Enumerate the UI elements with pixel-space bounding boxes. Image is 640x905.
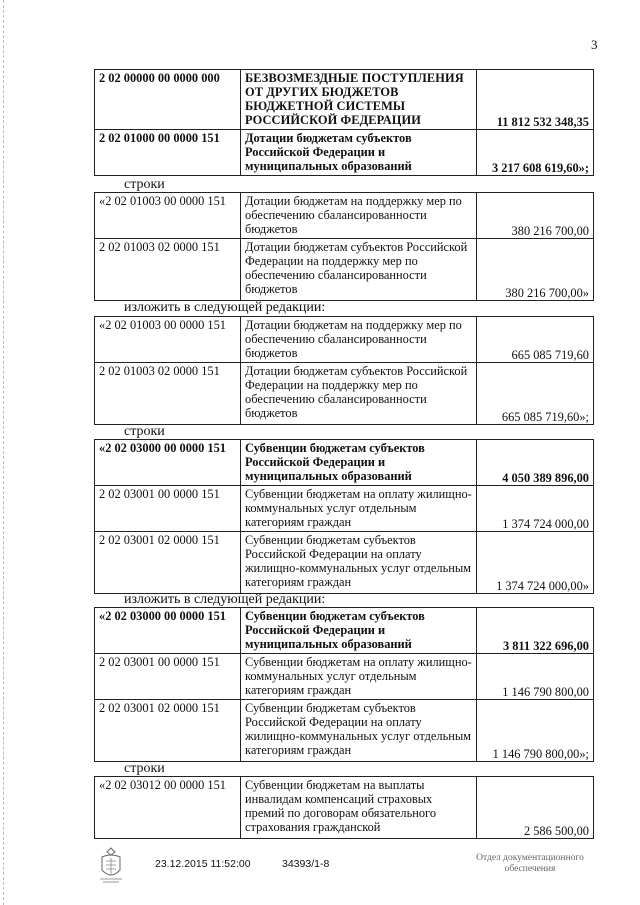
stamp-line: обеспечения [504,864,556,874]
table-row [95,486,594,532]
row-description: Субвенции бюджетам на оплату жилищно-коммунальных услуг отдельным категориям граждан [241,486,477,532]
table-subventions-old [94,439,594,594]
row-amount: 665 085 719,60 [477,317,594,363]
row-code: «2 02 01003 00 0000 151 [95,193,241,239]
row-description: БЕЗВОЗМЕЗДНЫЕ ПОСТУПЛЕНИЯ ОТ ДРУГИХ БЮДЖЕТОВ БЮДЖЕТНОЙ СИСТЕМЫ РОССИЙСКОЙ ФЕДЕРАЦИИ [241,70,477,130]
label-rows: строки [124,177,165,192]
table-row [95,777,594,839]
table-row [95,239,594,301]
row-amount: 1 146 790 800,00»; [477,700,594,762]
row-code: 2 02 03001 00 0000 151 [95,654,241,700]
row-description: Дотации бюджетам субъектов Российской Федерации и муниципальных образований [241,130,477,176]
row-code: «2 02 01003 00 0000 151 [95,317,241,363]
row-code: «2 02 03000 00 0000 151 [95,608,241,654]
department-stamp [455,853,605,875]
row-description: Субвенции бюджетам на оплату жилищно-коммунальных услуг отдельным категориям граждан [241,654,477,700]
row-amount: 665 085 719,60»; [477,363,594,425]
row-description: Дотации бюджетам на поддержку мер по обеспечению сбалансированности бюджетов [241,317,477,363]
row-amount: 4 050 389 896,00 [477,440,594,486]
row-amount: 1 374 724 000,00» [477,532,594,594]
row-code: 2 02 01000 00 0000 151 [95,130,241,176]
row-amount: 380 216 700,00 [477,193,594,239]
table-row [95,654,594,700]
label-new-wording: изложить в следующей редакции: [124,592,326,607]
row-description: Субвенции бюджетам субъектов Российской Федерации на оплату жилищно-коммунальных услуг отдельным категориям граждан [241,700,477,762]
row-code: 2 02 03001 00 0000 151 [95,486,241,532]
row-amount: 380 216 700,00» [477,239,594,301]
row-amount: 1 146 790 800,00 [477,654,594,700]
footer-datetime: 23.12.2015 11:52:00 [155,858,251,870]
coat-of-arms-icon [97,846,125,884]
table-row [95,700,594,762]
row-code: «2 02 03000 00 0000 151 [95,440,241,486]
row-amount: 11 812 532 348,35 [477,70,594,130]
table-revenue-summary [94,69,594,176]
table-row [95,363,594,425]
stamp-line: Отдел документационного [476,853,584,863]
row-amount: 1 374 724 000,00 [477,486,594,532]
label-new-wording: изложить в следующей редакции: [124,300,326,315]
footer-doc-number: 34393/1-8 [282,858,330,870]
row-description: Субвенции бюджетам на выплаты инвалидам компенсаций страховых премий по договорам обязательного страхования гражданской [241,777,477,839]
row-code: 2 02 00000 00 0000 000 [95,70,241,130]
row-description: Субвенции бюджетам субъектов Российской Федерации на оплату жилищно-коммунальных услуг отдельным категориям граждан [241,532,477,594]
row-description: Дотации бюджетам на поддержку мер по обеспечению сбалансированности бюджетов [241,193,477,239]
table-subventions-insurance [94,776,594,839]
row-code: «2 02 03012 00 0000 151 [95,777,241,839]
table-row [95,532,594,594]
table-subsidies-new [94,316,594,425]
row-description: Дотации бюджетам субъектов Российской Федерации на поддержку мер по обеспечению сбалансированности бюджетов [241,239,477,301]
table-row [95,440,594,486]
row-amount: 2 586 500,00 [477,777,594,839]
row-code: 2 02 03001 02 0000 151 [95,532,241,594]
scan-edge [3,0,4,905]
label-rows: строки [124,424,165,439]
row-description: Субвенции бюджетам субъектов Российской Федерации и муниципальных образований [241,440,477,486]
row-amount: 3 217 608 619,60»; [477,130,594,176]
row-amount: 3 811 322 696,00 [477,608,594,654]
table-row [95,608,594,654]
label-rows: строки [124,761,165,776]
table-row [95,130,594,176]
table-row [95,193,594,239]
row-description: Субвенции бюджетам субъектов Российской Федерации и муниципальных образований [241,608,477,654]
row-code: 2 02 01003 02 0000 151 [95,239,241,301]
row-description: Дотации бюджетам субъектов Российской Федерации на поддержку мер по обеспечению сбалансированности бюджетов [241,363,477,425]
table-row [95,70,594,130]
table-row [95,317,594,363]
table-subventions-new [94,607,594,762]
row-code: 2 02 01003 02 0000 151 [95,363,241,425]
page-number: 3 [591,37,598,52]
row-code: 2 02 03001 02 0000 151 [95,700,241,762]
table-subsidies-old [94,192,594,301]
